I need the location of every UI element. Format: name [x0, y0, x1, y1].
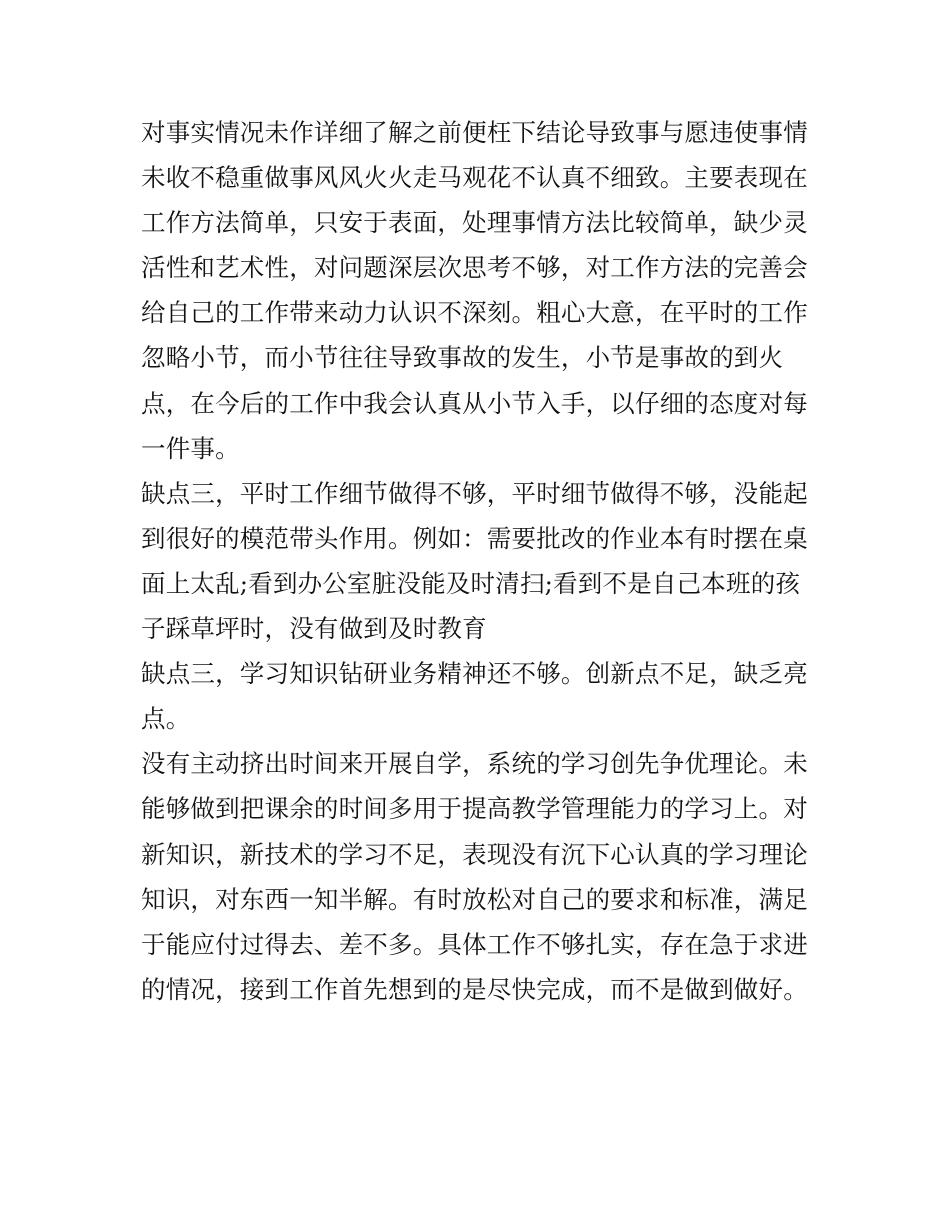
text-line: 面上太乱;看到办公室脏没能及时清扫;看到不是自己本班的孩 — [141, 568, 801, 598]
text-line: 一件事。 — [141, 433, 240, 463]
text-line: 的情况，接到工作首先想到的是尽快完成，而不是做到做好。 — [141, 974, 808, 1004]
body-text — [141, 110, 821, 1012]
text-line: 没有主动挤出时间来开展自学，系统的学习创先争优理论。未 — [141, 749, 808, 779]
text-line: 给自己的工作带来动力认识不深刻。粗心大意，在平时的工作 — [141, 298, 808, 328]
text-line: 缺点三，平时工作细节做得不够，平时细节做得不够，没能起 — [141, 478, 808, 508]
text-line: 能够做到把课余的时间多用于提高教学管理能力的学习上。对 — [141, 794, 808, 824]
text-line: 知识，对东西一知半解。有时放松对自己的要求和标准，满足 — [141, 884, 808, 914]
text-line: 对事实情况未作详细了解之前便枉下结论导致事与愿违使事情 — [141, 118, 808, 147]
text-line: 缺点三，学习知识钻研业务精神还不够。创新点不足，缺乏亮 — [141, 659, 808, 689]
text-line: 未收不稳重做事风风火火走马观花不认真不细致。主要表现在 — [141, 163, 808, 193]
text-line: 工作方法简单，只安于表面，处理事情方法比较简单，缺少灵 — [141, 208, 808, 238]
text-line: 于能应付过得去、差不多。具体工作不够扎实，存在急于求进 — [141, 929, 808, 959]
text-line: 点，在今后的工作中我会认真从小节入手，以仔细的态度对每 — [141, 388, 808, 418]
text-line: 到很好的模范带头作用。例如：需要批改的作业本有时摆在桌 — [141, 523, 808, 553]
text-line: 子踩草坪时，没有做到及时教育 — [141, 614, 487, 644]
text-line: 点。 — [141, 704, 191, 734]
text-line: 活性和艺术性，对问题深层次思考不够，对工作方法的完善会 — [141, 253, 808, 283]
text-line: 忽略小节，而小节往往导致事故的发生，小节是事故的到火 — [141, 343, 784, 373]
text-line: 新知识，新技术的学习不足，表现没有沉下心认真的学习理论 — [141, 839, 808, 869]
